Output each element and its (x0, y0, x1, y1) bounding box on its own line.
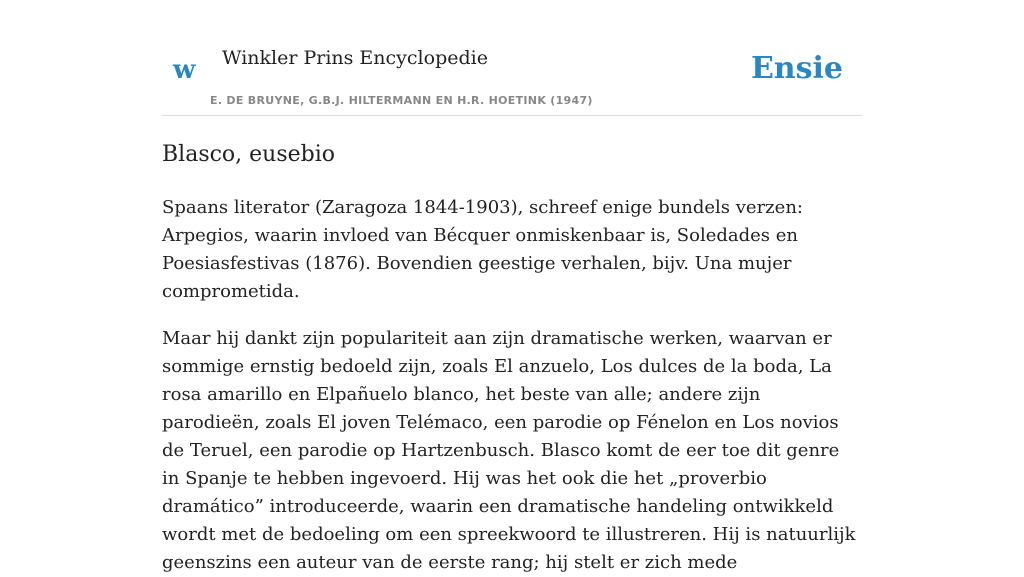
article-paragraph: Maar hij dankt zijn populariteit aan zijn dramatische werken, waarvan er sommige ernstig bedoeld zijn, zoals El anzuelo, Los dulces de la boda, La rosa amarillo en Elpañuelo blanco, het beste van alle; andere zijn parodieën, zoals El joven Telémaco, een parodie op Fénelon en Los novios de Teruel, een parodie op Hartzenbusch. Blasco komt de eer toe dit genre in Spanje te hebben ingevoerd. Hij was het ook die het „proverbio dramático” introduceerde, waarin een dramatische handeling ontwikkeld wordt met de bedoeling om een spreekwoord te illustreren. Hij is natuurlijk geenszins een auteur van de eerste rang; hij stelt er zich mede (162, 328, 856, 573)
brand-logo[interactable]: Ensie (750, 51, 843, 86)
site-title[interactable]: Winkler Prins Encyclopedie (222, 47, 488, 69)
site-logo-icon[interactable]: w (173, 55, 196, 85)
article-title: Blasco, eusebio (162, 142, 336, 167)
site-header (162, 0, 862, 116)
article-paragraph: Spaans literator (Zaragoza 1844-1903), schreef enige bundels verzen: Arpegios, waarin invloed van Bécquer onmiskenbaar is, Soledades en Poesiasfestivas (1876). Bovendien geestige verhalen, bijv. Una mujer comprometida. (162, 197, 803, 302)
authors-line: E. DE BRUYNE, G.B.J. HILTERMANN EN H.R. HOETINK (1947) (210, 94, 593, 107)
page (162, 0, 862, 577)
